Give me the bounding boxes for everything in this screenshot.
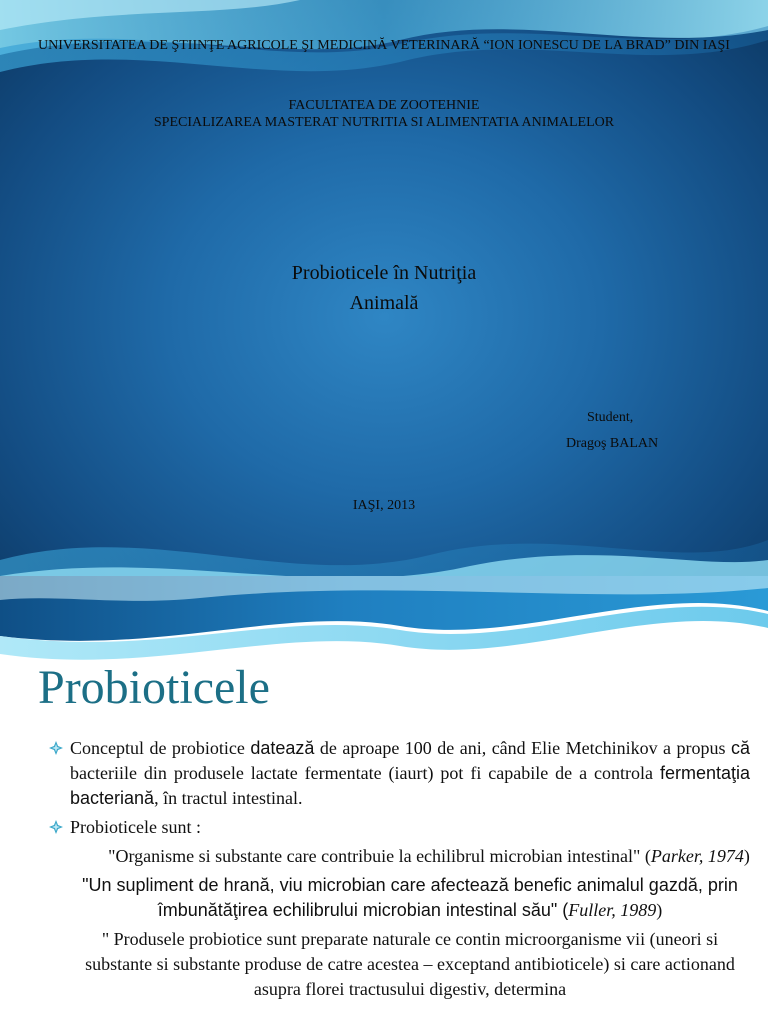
bullet-concept (48, 736, 750, 811)
quote-fuller (48, 873, 750, 923)
bullet-concept-text-3: de aproape 100 de ani, când Elie Metchinikov a propus (314, 738, 731, 758)
quote-parker-close: ) (743, 846, 750, 866)
bullet-concept-text-7: , în tractul intestinal. (154, 788, 303, 808)
quote-parker-text: "Organisme si substante care contribuie la echilibrul microbian intestinal" ( (108, 846, 651, 866)
faculty-block (0, 97, 768, 131)
specialization-name: SPECIALIZAREA MASTERAT NUTRITIA SI ALIMENTATIA ANIMALELOR (153, 115, 615, 130)
bullet-definitions (48, 815, 750, 840)
bullet-definitions-text: Probioticele sunt : (70, 817, 201, 837)
quote-products: " Produsele probiotice sunt preparate naturale ce contin microorganisme vii (uneori si substante si substante produse de catre acestea – exceptand antibioticele) si care actionand asupra florei tractusului digestiv, determina (85, 929, 735, 999)
student-name: Dragoş BALAN (566, 436, 659, 451)
bullet-concept-text-2: datează (250, 738, 315, 758)
diamond-bullet-icon (48, 819, 64, 835)
university-name: UNIVERSITATEA DE ŞTIINŢE AGRICOLE ŞI MEDICINĂ VETERINARĂ “ION IONESCU DE LA BRAD” DIN IAŞI (38, 38, 730, 53)
bullet-concept-text-1: Conceptul de probiotice (70, 738, 251, 758)
quote-fuller-close: ) (656, 900, 663, 920)
slide-title: Probioticele (38, 661, 270, 714)
content-slide (0, 576, 768, 1024)
presentation-title (0, 258, 768, 318)
place-year: IAŞI, 2013 (352, 498, 416, 513)
slide-body (48, 736, 750, 1002)
bullet-concept-text-4: că (731, 738, 751, 758)
bullet-concept-text-6: fermentaţia bacteriană (70, 763, 750, 808)
student-label: Student, (587, 410, 634, 425)
faculty-name: FACULTATEA DE ZOOTEHNIE (288, 98, 480, 113)
diamond-bullet-icon (48, 740, 64, 756)
title-line-2: Animală (349, 292, 419, 314)
title-line-1: Probioticele în Nutriţia (291, 262, 477, 284)
quote-fuller-author: Fuller, 1989 (568, 900, 657, 920)
quote-parker-author: Parker, 1974 (650, 846, 744, 866)
quote-parker (48, 844, 750, 869)
quote-fuller-text: "Un supliment de hrană, viu microbian care afectează benefic animalul gazdă, prin îmbunătăţirea echilibrului microbian intestinal său" ( (82, 875, 738, 920)
bullet-concept-text-5: bacteriile din produsele lactate fermentate (iaurt) pot fi capabile de a controla (70, 763, 660, 783)
